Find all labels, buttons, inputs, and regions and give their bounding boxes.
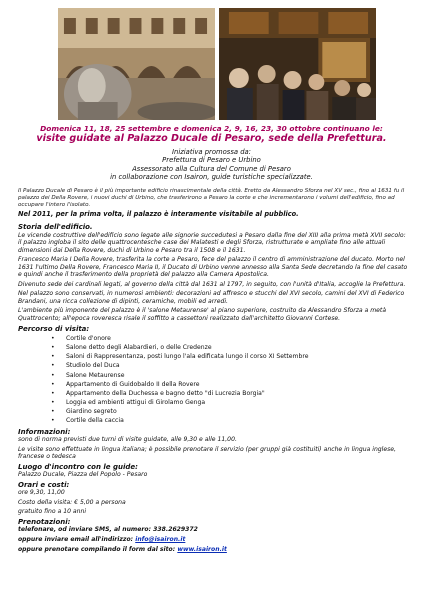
meeting-heading: Luogo d'incontro con le guide: bbox=[18, 462, 138, 471]
route-item: • Appartamento di Guidobaldo II della Rovere bbox=[66, 380, 410, 389]
promo-line: Prefettura di Pesaro e Urbino bbox=[162, 156, 261, 165]
event-dates: Domenica 11, 18, 25 settembre e domenica 2, 9, 16, 23, 30 ottobre continuano le: bbox=[40, 124, 383, 133]
route-item: • Cortile d'onore bbox=[66, 334, 410, 343]
info-line: sono di norma previsti due turni di visite guidate, alle 9,30 e alle 11,00. bbox=[18, 436, 237, 444]
booking-heading: Prenotazioni: bbox=[18, 517, 71, 526]
meeting-text: Palazzo Ducale, Piazza del Popolo - Pesaro bbox=[18, 471, 148, 479]
booking-email-prefix: oppure inviare email all'indirizzo: bbox=[18, 535, 134, 543]
header-photos bbox=[58, 8, 376, 120]
times-line: gratuito fino a 10 anni bbox=[18, 508, 87, 516]
route-item: • Salone Metaurense bbox=[66, 371, 410, 380]
route-item: • Cortile della caccia bbox=[66, 416, 410, 425]
booking-web-prefix: oppure prenotare compilando il form dal sito: bbox=[18, 545, 176, 553]
history-paragraph: Nel palazzo sono conservati, in numerosi ambienti: decorazioni ad affresco e stucchi del XVI secolo, camini del XVI di Federico Brandani, una ricca collezione di dipinti, ceramiche, mobili ed arredi. bbox=[18, 290, 405, 305]
route-item: • Studiolo del Duca bbox=[66, 361, 410, 370]
times-line: Costo della visita: € 5,00 a persona bbox=[18, 498, 126, 506]
website-link[interactable]: www.isairon.it bbox=[177, 545, 227, 553]
route-item: • Saloni di Rappresentanza, posti lungo l'ala edificata lungo il corso XI Settembre bbox=[66, 352, 410, 361]
history-paragraph: Le vicende costruttive dell'edificio sono legate alle signorie succedutesi a Pesaro dalla fine del XIII alla prima metà XVII secolo: il palazzo ingloba il sito delle quattrocentesche case dei Malatesti e degli Sforza, ristrutturate e ampliate fino alle attuali dimensioni dai Della Rovere, duchi di Urbino e Pesaro tra il 1508 e il 1631. bbox=[18, 231, 406, 254]
times-heading: Orari e costi: bbox=[18, 480, 70, 489]
promoters-block bbox=[0, 148, 423, 182]
interior-visit-photo bbox=[219, 8, 376, 120]
route-item: • Loggia ed ambienti attigui di Girolamo Genga bbox=[66, 398, 410, 407]
info-line: Le visite sono effettuate in lingua italiana; è possibile prenotare il servizio (per gruppi già costituiti) anche in lingua inglese, francese o tedesca bbox=[18, 445, 396, 461]
email-link[interactable]: info@isairon.it bbox=[135, 535, 186, 543]
times-line: ore 9,30, 11,00 bbox=[18, 489, 65, 497]
promo-line: Iniziativa promossa da: bbox=[172, 148, 251, 156]
promo-line: in collaborazione con Isairon, guide turistiche specializzate. bbox=[110, 173, 313, 182]
palazzo-facade-photo bbox=[58, 8, 215, 120]
history-heading: Storia dell'edificio. bbox=[18, 223, 93, 231]
main-content bbox=[18, 222, 410, 555]
history-paragraph: L'ambiente più imponente del palazzo è il 'salone Metaurense' al piano superiore, costruito da Alessandro Sforza a metà Quattrocento; all'epoca roveresca risale il soffitto a cassettoni realizzato dall'architetto Giovanni Cortese. bbox=[18, 307, 387, 322]
history-paragraph: Francesco Maria I Della Rovere, trasferita la corte a Pesaro, fece del palazzo il centro di amministrazione del ducato. Morto nel 1631 l'ultimo Della Rovere, Francesco Maria II, il Ducato di Urbino venne annesso alla Santa Sede decretando la fine del casato e quindi anche il trasferimento della proprietà del palazzo alla Camera Apostolica. bbox=[18, 256, 408, 279]
history-paragraph: Divenuto sede dei cardinali legati, al governo della città dal 1631 al 1797, in seguito, con l'unità d'Italia, accoglie la Prefettura. bbox=[18, 280, 406, 288]
booking-phone: telefonare, od inviare SMS, al numero: 338.2629372 bbox=[18, 526, 198, 534]
booking-web-line bbox=[18, 546, 410, 554]
info-heading: Informazioni: bbox=[18, 427, 71, 436]
intro-highlight: Nel 2011, per la prima volta, il palazzo è interamente visitabile al pubblico. bbox=[18, 210, 299, 218]
intro-text: Il Palazzo Ducale di Pesaro è il più importante edificio rinascimentale della città. Eretto da Alessandro Sforza nel XV sec., fino al 1631 fu il palazzo dei Della Rovere, i nuovi duchi di Urbino, che trasferirono a Pesaro la corte e che incrementarono i volumi dell'edificio, fino ad occupare l'intero l'isolato. bbox=[18, 188, 405, 208]
route-item: • Giardino segreto bbox=[66, 407, 410, 416]
route-item: • Appartamento della Duchessa e bagno detto "di Lucrezia Borgia" bbox=[66, 389, 410, 398]
booking-email-line bbox=[18, 536, 410, 544]
route-heading: Percorso di visita: bbox=[18, 324, 90, 333]
event-title: visite guidate al Palazzo Ducale di Pesaro, sede della Prefettura. bbox=[36, 133, 387, 144]
route-list bbox=[18, 334, 410, 426]
promo-line: Assessorato alla Cultura del Comune di Pesaro bbox=[132, 164, 291, 173]
route-item: • Salone detto degli Alabardieri, o delle Credenze bbox=[66, 343, 410, 352]
